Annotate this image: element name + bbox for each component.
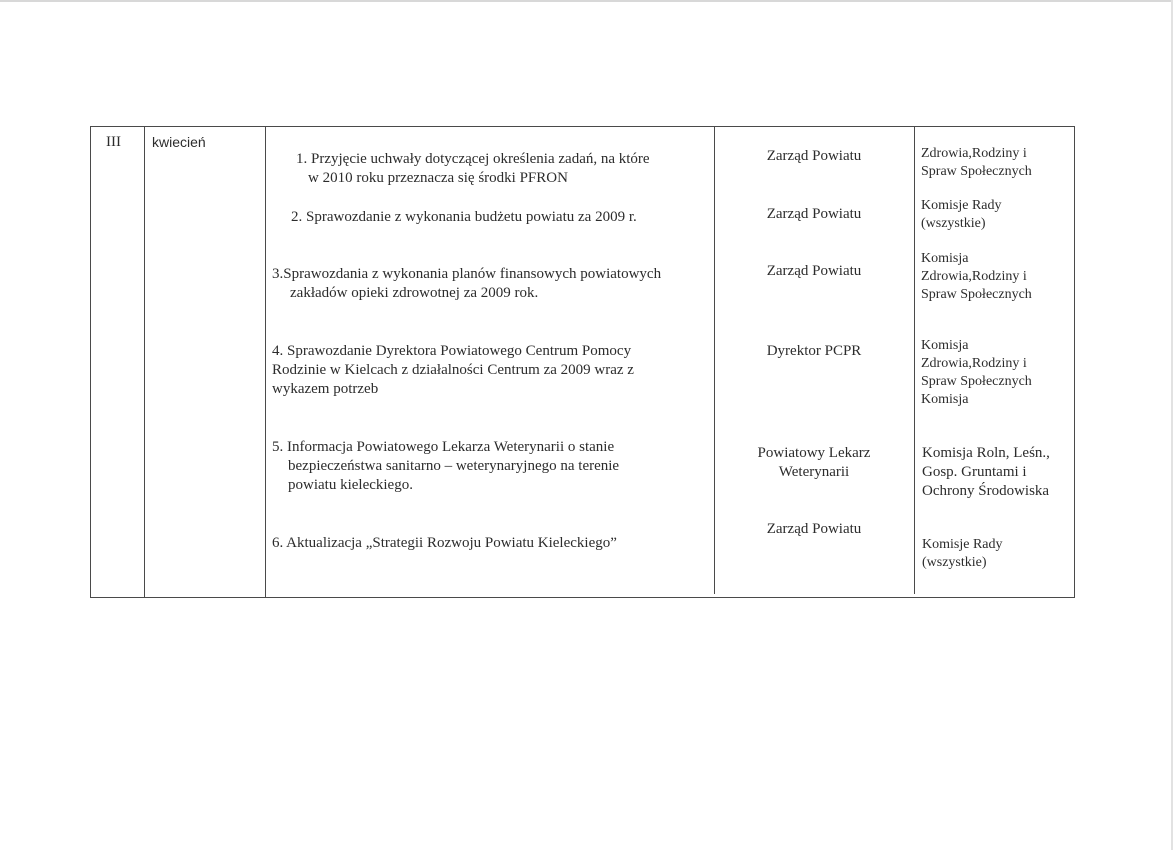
responsible-body: Zarząd Powiatu xyxy=(766,206,862,222)
committee-cell: Komisje Rady (wszystkie) xyxy=(921,198,1002,231)
responsible-body: Zarząd Powiatu xyxy=(766,521,862,537)
committee-cell: Zdrowia,Rodziny i Spraw Społecznych xyxy=(921,146,1032,179)
agenda-item: 2. Sprawozdanie z wykonania budżetu powiatu za 2009 r. xyxy=(291,209,637,225)
section-number: III xyxy=(106,134,121,150)
agenda-item: 3.Sprawozdania z wykonania planów finansowych powiatowych zakładów opieki zdrowotnej za 2009 rok. xyxy=(272,266,662,301)
agenda-item: 6. Aktualizacja „Strategii Rozwoju Powiatu Kieleckiego” xyxy=(272,535,617,551)
agenda-item: 4. Sprawozdanie Dyrektora Powiatowego Centrum Pomocy Rodzinie w Kielcach z działalności Centrum za 2009 wraz z wykazem potrzeb xyxy=(272,343,634,397)
column-divider xyxy=(144,126,145,598)
column-divider xyxy=(914,126,915,594)
committee-cell: Komisja Zdrowia,Rodziny i Spraw Społecznych xyxy=(921,251,1032,302)
agenda-item: 1. Przyjęcie uchwały dotyczącej określenia zadań, na które w 2010 roku przeznacza się środki PFRON xyxy=(296,151,650,186)
responsible-body: Zarząd Powiatu xyxy=(766,148,862,164)
committee-cell: Komisja Roln, Leśn., Gosp. Gruntami i Ochrony Środowiska xyxy=(922,445,1050,499)
responsible-body: Powiatowy Lekarz Weterynarii xyxy=(757,445,871,480)
column-divider xyxy=(714,126,715,594)
responsible-body: Dyrektor PCPR xyxy=(766,343,862,359)
page-edge xyxy=(0,0,1173,2)
month-label: kwiecień xyxy=(152,134,206,150)
agenda-item: 5. Informacja Powiatowego Lekarza Weterynarii o stanie bezpieczeństwa sanitarno – weterynaryjnego na terenie powiatu kieleckiego. xyxy=(272,439,620,493)
responsible-body: Zarząd Powiatu xyxy=(766,263,862,279)
column-divider xyxy=(265,126,266,598)
committee-cell: Komisja Zdrowia,Rodziny i Spraw Społecznych Komisja xyxy=(921,338,1032,407)
committee-cell: Komisje Rady (wszystkie) xyxy=(922,537,1003,570)
